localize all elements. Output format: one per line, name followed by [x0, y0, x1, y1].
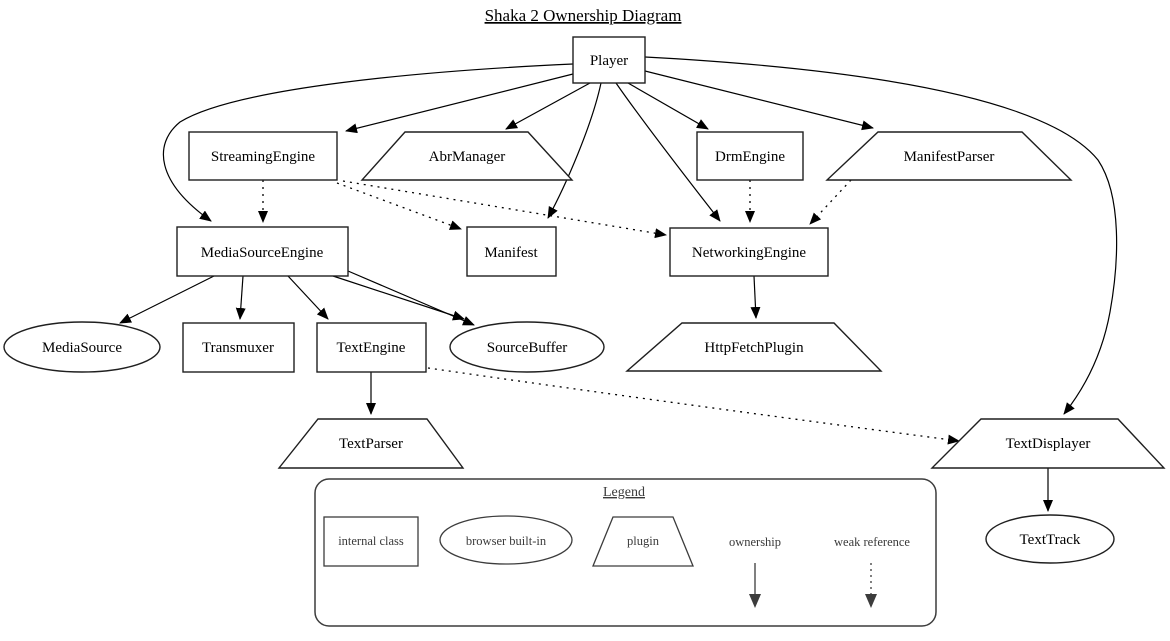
text-parser-label: TextParser: [339, 436, 403, 452]
weak-reference-edges: [263, 180, 959, 441]
edge-manifestparser-networkingengine: [810, 180, 851, 224]
media-source-label: MediaSource: [42, 340, 122, 356]
diagram-title: Shaka 2 Ownership Diagram: [484, 6, 682, 25]
edge-mediasourceengine-textengine: [288, 276, 328, 319]
edge-player-manifest: [548, 83, 601, 218]
abr-manager-label: AbrManager: [428, 149, 506, 165]
edge-player-drmengine: [628, 83, 708, 129]
player-label: Player: [589, 53, 629, 69]
legend-ownership-label: ownership: [728, 535, 782, 549]
legend-title: Legend: [603, 485, 645, 500]
transmuxer-label: Transmuxer: [202, 340, 274, 356]
text-displayer-label: TextDisplayer: [1005, 436, 1091, 452]
edge-textengine-textdisplayer: [428, 368, 959, 441]
http-fetch-plugin-label: HttpFetchPlugin: [704, 340, 804, 356]
drm-engine-label: DrmEngine: [715, 149, 785, 165]
edge-mediasourceengine-mediasource: [120, 276, 214, 323]
edge-mediasourceengine-transmuxer: [240, 276, 243, 319]
media-source-engine-label: MediaSourceEngine: [200, 245, 324, 261]
legend-weak-reference-label: weak reference: [834, 535, 910, 549]
text-engine-label: TextEngine: [336, 340, 406, 356]
manifest-parser-label: ManifestParser: [903, 149, 995, 165]
text-track-label: TextTrack: [1019, 532, 1081, 548]
legend-plugin-label: plugin: [627, 534, 659, 548]
manifest-label: Manifest: [484, 245, 538, 261]
legend: [315, 479, 936, 626]
streaming-engine-label: StreamingEngine: [210, 149, 316, 165]
edge-player-streamingengine: [346, 74, 573, 131]
edge-player-abrmanager: [506, 83, 590, 129]
edge-mediasourceengine-sourcebuffer-2: [348, 271, 474, 325]
legend-internal-class-label: internal class: [338, 534, 404, 548]
source-buffer-label: SourceBuffer: [486, 340, 568, 356]
edge-player-manifestparser: [645, 71, 873, 128]
legend-browser-built-in-label: browser built-in: [465, 534, 547, 548]
networking-engine-label: NetworkingEngine: [691, 245, 807, 261]
edge-networkingengine-httpfetchplugin: [754, 276, 756, 318]
